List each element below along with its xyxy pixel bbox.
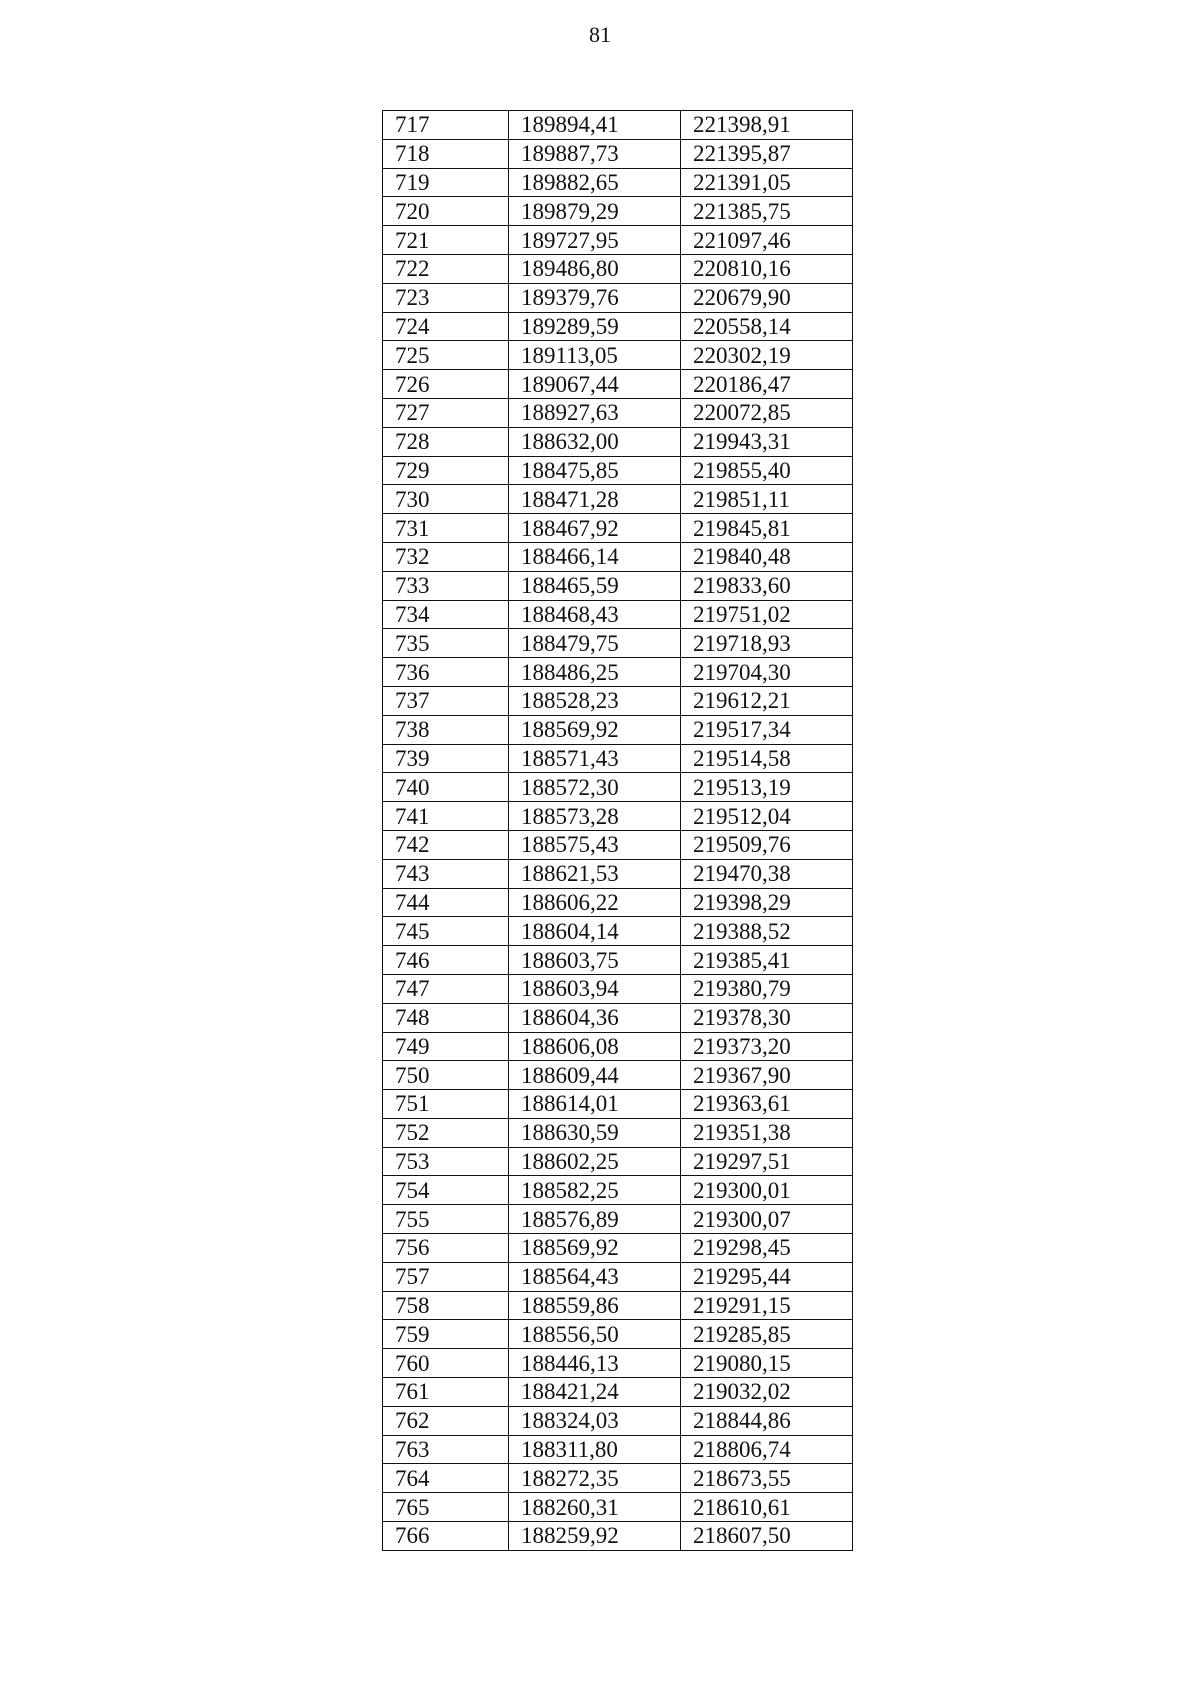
y-coordinate-cell: 219291,15 [681, 1291, 853, 1320]
y-coordinate-cell: 219470,38 [681, 859, 853, 888]
table-row [383, 1493, 853, 1522]
y-coordinate-cell: 219032,02 [681, 1378, 853, 1407]
table-row [383, 312, 853, 341]
x-coordinate-cell: 189882,65 [509, 168, 681, 197]
point-number-cell: 729 [383, 456, 509, 485]
table-row [383, 946, 853, 975]
table-row [383, 168, 853, 197]
y-coordinate-cell: 219517,34 [681, 715, 853, 744]
y-coordinate-cell: 219704,30 [681, 658, 853, 687]
x-coordinate-cell: 188260,31 [509, 1493, 681, 1522]
table-row [383, 1378, 853, 1407]
x-coordinate-cell: 188621,53 [509, 859, 681, 888]
y-coordinate-cell: 218610,61 [681, 1493, 853, 1522]
x-coordinate-cell: 188311,80 [509, 1435, 681, 1464]
y-coordinate-cell: 220810,16 [681, 254, 853, 283]
x-coordinate-cell: 188630,59 [509, 1118, 681, 1147]
x-coordinate-cell: 188556,50 [509, 1320, 681, 1349]
point-number-cell: 728 [383, 427, 509, 456]
table-row [383, 1291, 853, 1320]
y-coordinate-cell: 220302,19 [681, 341, 853, 370]
table-row [383, 283, 853, 312]
y-coordinate-cell: 219080,15 [681, 1349, 853, 1378]
x-coordinate-cell: 188603,94 [509, 974, 681, 1003]
point-number-cell: 717 [383, 111, 509, 140]
table-row [383, 226, 853, 255]
y-coordinate-cell: 219295,44 [681, 1262, 853, 1291]
table-row [383, 1176, 853, 1205]
x-coordinate-cell: 189113,05 [509, 341, 681, 370]
y-coordinate-cell: 220072,85 [681, 398, 853, 427]
coordinates-table [382, 110, 853, 1551]
point-number-cell: 739 [383, 744, 509, 773]
point-number-cell: 758 [383, 1291, 509, 1320]
table-row [383, 1205, 853, 1234]
table-row [383, 773, 853, 802]
point-number-cell: 757 [383, 1262, 509, 1291]
table-row [383, 658, 853, 687]
x-coordinate-cell: 188559,86 [509, 1291, 681, 1320]
table-row [383, 370, 853, 399]
x-coordinate-cell: 188604,14 [509, 917, 681, 946]
table-row [383, 830, 853, 859]
table-row [383, 398, 853, 427]
table-row [383, 254, 853, 283]
y-coordinate-cell: 219351,38 [681, 1118, 853, 1147]
x-coordinate-cell: 188604,36 [509, 1003, 681, 1032]
table-row [383, 859, 853, 888]
point-number-cell: 734 [383, 600, 509, 629]
y-coordinate-cell: 221395,87 [681, 139, 853, 168]
x-coordinate-cell: 188606,22 [509, 888, 681, 917]
y-coordinate-cell: 219367,90 [681, 1061, 853, 1090]
x-coordinate-cell: 188602,25 [509, 1147, 681, 1176]
table-row [383, 715, 853, 744]
table-row [383, 1320, 853, 1349]
point-number-cell: 741 [383, 802, 509, 831]
y-coordinate-cell: 219612,21 [681, 686, 853, 715]
table-row [383, 686, 853, 715]
y-coordinate-cell: 218806,74 [681, 1435, 853, 1464]
table-row [383, 139, 853, 168]
x-coordinate-cell: 188479,75 [509, 629, 681, 658]
table-row [383, 888, 853, 917]
x-coordinate-cell: 188259,92 [509, 1522, 681, 1551]
point-number-cell: 748 [383, 1003, 509, 1032]
x-coordinate-cell: 188614,01 [509, 1090, 681, 1119]
x-coordinate-cell: 188632,00 [509, 427, 681, 456]
y-coordinate-cell: 219300,01 [681, 1176, 853, 1205]
table-row [383, 1406, 853, 1435]
x-coordinate-cell: 189067,44 [509, 370, 681, 399]
table-row [383, 802, 853, 831]
table-row [383, 341, 853, 370]
y-coordinate-cell: 219514,58 [681, 744, 853, 773]
point-number-cell: 765 [383, 1493, 509, 1522]
y-coordinate-cell: 221391,05 [681, 168, 853, 197]
point-number-cell: 719 [383, 168, 509, 197]
table-row [383, 1061, 853, 1090]
table-row [383, 1032, 853, 1061]
x-coordinate-cell: 188609,44 [509, 1061, 681, 1090]
x-coordinate-cell: 188324,03 [509, 1406, 681, 1435]
point-number-cell: 766 [383, 1522, 509, 1551]
table-row [383, 197, 853, 226]
table-row [383, 744, 853, 773]
table-row [383, 571, 853, 600]
y-coordinate-cell: 219285,85 [681, 1320, 853, 1349]
point-number-cell: 742 [383, 830, 509, 859]
y-coordinate-cell: 219378,30 [681, 1003, 853, 1032]
point-number-cell: 733 [383, 571, 509, 600]
x-coordinate-cell: 188465,59 [509, 571, 681, 600]
point-number-cell: 724 [383, 312, 509, 341]
y-coordinate-cell: 221097,46 [681, 226, 853, 255]
y-coordinate-cell: 219380,79 [681, 974, 853, 1003]
y-coordinate-cell: 218607,50 [681, 1522, 853, 1551]
point-number-cell: 727 [383, 398, 509, 427]
point-number-cell: 763 [383, 1435, 509, 1464]
point-number-cell: 759 [383, 1320, 509, 1349]
x-coordinate-cell: 189887,73 [509, 139, 681, 168]
y-coordinate-cell: 218844,86 [681, 1406, 853, 1435]
x-coordinate-cell: 188467,92 [509, 514, 681, 543]
table-row [383, 1349, 853, 1378]
point-number-cell: 753 [383, 1147, 509, 1176]
x-coordinate-cell: 188569,92 [509, 1234, 681, 1263]
table-row [383, 514, 853, 543]
point-number-cell: 751 [383, 1090, 509, 1119]
y-coordinate-cell: 221398,91 [681, 111, 853, 140]
table-row [383, 1234, 853, 1263]
x-coordinate-cell: 189379,76 [509, 283, 681, 312]
point-number-cell: 725 [383, 341, 509, 370]
y-coordinate-cell: 219373,20 [681, 1032, 853, 1061]
point-number-cell: 747 [383, 974, 509, 1003]
table-row [383, 917, 853, 946]
point-number-cell: 722 [383, 254, 509, 283]
x-coordinate-cell: 189894,41 [509, 111, 681, 140]
x-coordinate-cell: 189879,29 [509, 197, 681, 226]
y-coordinate-cell: 218673,55 [681, 1464, 853, 1493]
point-number-cell: 726 [383, 370, 509, 399]
x-coordinate-cell: 188582,25 [509, 1176, 681, 1205]
x-coordinate-cell: 188927,63 [509, 398, 681, 427]
point-number-cell: 745 [383, 917, 509, 946]
table-row [383, 1090, 853, 1119]
y-coordinate-cell: 220679,90 [681, 283, 853, 312]
table-row [383, 1522, 853, 1551]
point-number-cell: 752 [383, 1118, 509, 1147]
x-coordinate-cell: 188573,28 [509, 802, 681, 831]
y-coordinate-cell: 219718,93 [681, 629, 853, 658]
table-row [383, 1262, 853, 1291]
table-row [383, 427, 853, 456]
y-coordinate-cell: 219851,11 [681, 485, 853, 514]
coordinates-table-body [383, 111, 853, 1551]
x-coordinate-cell: 188528,23 [509, 686, 681, 715]
x-coordinate-cell: 188569,92 [509, 715, 681, 744]
point-number-cell: 737 [383, 686, 509, 715]
y-coordinate-cell: 219363,61 [681, 1090, 853, 1119]
y-coordinate-cell: 219388,52 [681, 917, 853, 946]
x-coordinate-cell: 188471,28 [509, 485, 681, 514]
y-coordinate-cell: 219512,04 [681, 802, 853, 831]
point-number-cell: 732 [383, 542, 509, 571]
x-coordinate-cell: 188446,13 [509, 1349, 681, 1378]
x-coordinate-cell: 188486,25 [509, 658, 681, 687]
point-number-cell: 750 [383, 1061, 509, 1090]
x-coordinate-cell: 188571,43 [509, 744, 681, 773]
y-coordinate-cell: 219509,76 [681, 830, 853, 859]
table-row [383, 1435, 853, 1464]
table-row [383, 456, 853, 485]
point-number-cell: 730 [383, 485, 509, 514]
table-row [383, 542, 853, 571]
table-row [383, 485, 853, 514]
point-number-cell: 723 [383, 283, 509, 312]
y-coordinate-cell: 220186,47 [681, 370, 853, 399]
y-coordinate-cell: 221385,75 [681, 197, 853, 226]
point-number-cell: 755 [383, 1205, 509, 1234]
point-number-cell: 756 [383, 1234, 509, 1263]
point-number-cell: 740 [383, 773, 509, 802]
y-coordinate-cell: 220558,14 [681, 312, 853, 341]
table-row [383, 1118, 853, 1147]
x-coordinate-cell: 189486,80 [509, 254, 681, 283]
y-coordinate-cell: 219833,60 [681, 571, 853, 600]
x-coordinate-cell: 188575,43 [509, 830, 681, 859]
point-number-cell: 762 [383, 1406, 509, 1435]
point-number-cell: 721 [383, 226, 509, 255]
y-coordinate-cell: 219398,29 [681, 888, 853, 917]
x-coordinate-cell: 188564,43 [509, 1262, 681, 1291]
point-number-cell: 743 [383, 859, 509, 888]
y-coordinate-cell: 219297,51 [681, 1147, 853, 1176]
point-number-cell: 744 [383, 888, 509, 917]
y-coordinate-cell: 219943,31 [681, 427, 853, 456]
y-coordinate-cell: 219751,02 [681, 600, 853, 629]
y-coordinate-cell: 219855,40 [681, 456, 853, 485]
y-coordinate-cell: 219513,19 [681, 773, 853, 802]
point-number-cell: 738 [383, 715, 509, 744]
x-coordinate-cell: 188466,14 [509, 542, 681, 571]
table-row [383, 629, 853, 658]
point-number-cell: 735 [383, 629, 509, 658]
point-number-cell: 749 [383, 1032, 509, 1061]
point-number-cell: 720 [383, 197, 509, 226]
point-number-cell: 736 [383, 658, 509, 687]
point-number-cell: 718 [383, 139, 509, 168]
x-coordinate-cell: 188421,24 [509, 1378, 681, 1407]
table-row [383, 1003, 853, 1032]
table-row [383, 111, 853, 140]
y-coordinate-cell: 219385,41 [681, 946, 853, 975]
point-number-cell: 761 [383, 1378, 509, 1407]
point-number-cell: 760 [383, 1349, 509, 1378]
table-row [383, 1464, 853, 1493]
x-coordinate-cell: 188603,75 [509, 946, 681, 975]
y-coordinate-cell: 219298,45 [681, 1234, 853, 1263]
point-number-cell: 731 [383, 514, 509, 543]
page-number: 81 [589, 22, 611, 47]
x-coordinate-cell: 189727,95 [509, 226, 681, 255]
x-coordinate-cell: 188272,35 [509, 1464, 681, 1493]
table-row [383, 600, 853, 629]
y-coordinate-cell: 219300,07 [681, 1205, 853, 1234]
x-coordinate-cell: 188576,89 [509, 1205, 681, 1234]
x-coordinate-cell: 189289,59 [509, 312, 681, 341]
y-coordinate-cell: 219840,48 [681, 542, 853, 571]
x-coordinate-cell: 188468,43 [509, 600, 681, 629]
point-number-cell: 746 [383, 946, 509, 975]
y-coordinate-cell: 219845,81 [681, 514, 853, 543]
x-coordinate-cell: 188475,85 [509, 456, 681, 485]
x-coordinate-cell: 188572,30 [509, 773, 681, 802]
x-coordinate-cell: 188606,08 [509, 1032, 681, 1061]
point-number-cell: 754 [383, 1176, 509, 1205]
point-number-cell: 764 [383, 1464, 509, 1493]
table-row [383, 974, 853, 1003]
table-row [383, 1147, 853, 1176]
